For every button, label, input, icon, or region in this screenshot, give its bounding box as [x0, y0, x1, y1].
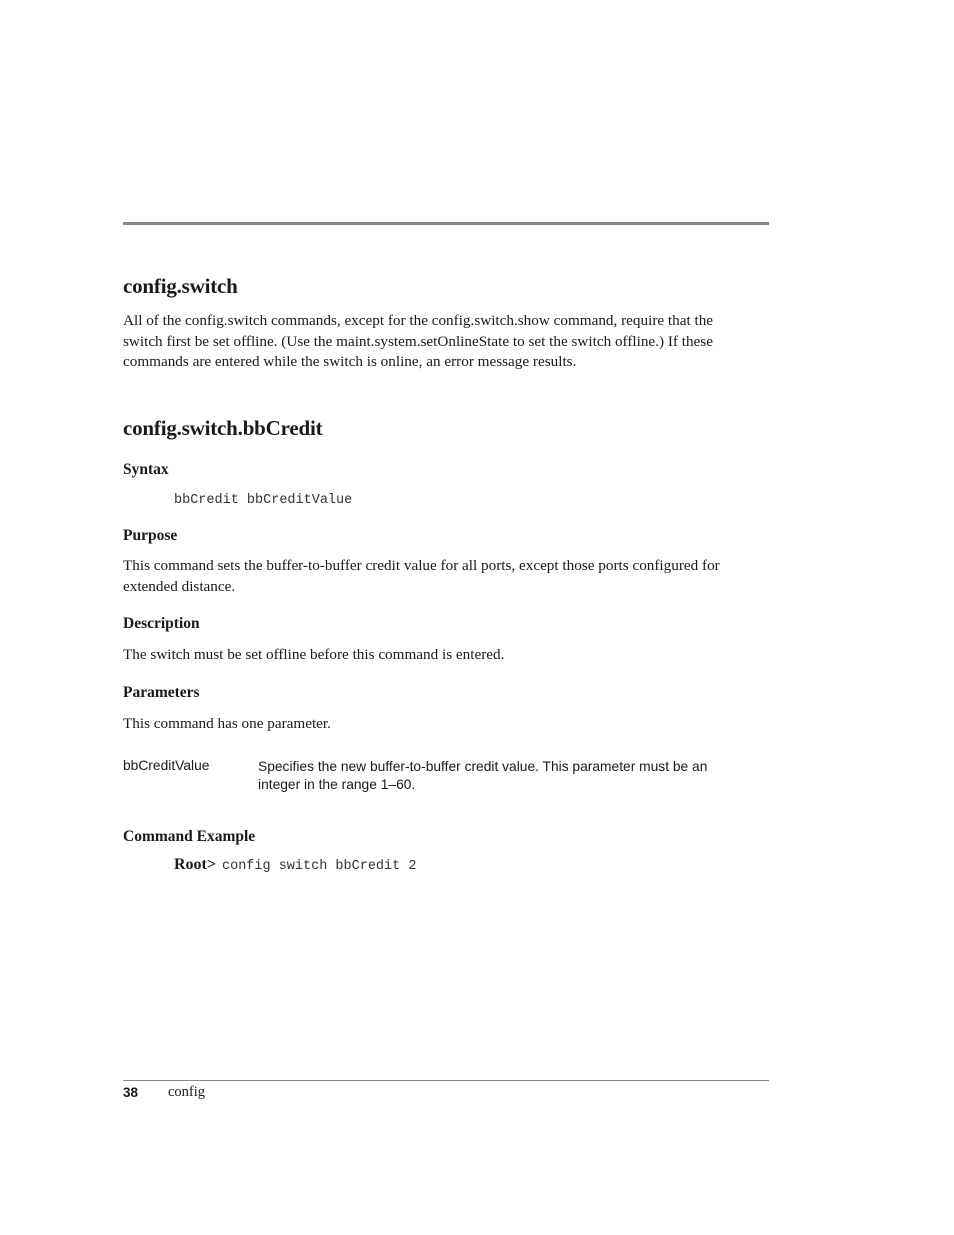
example-line — [174, 856, 416, 874]
parameters-intro: This command has one parameter. — [123, 715, 331, 732]
description-heading: Description — [123, 615, 200, 632]
parameters-heading: Parameters — [123, 684, 200, 701]
example-heading: Command Example — [123, 828, 256, 845]
footer-rule — [123, 1080, 769, 1081]
purpose-text: This command sets the buffer-to-buffer credit value for all ports, except those ports configured for extended distance. — [123, 557, 720, 595]
description-text: The switch must be set offline before this command is entered. — [123, 646, 505, 663]
example-prompt: Root> — [174, 856, 216, 873]
syntax-heading: Syntax — [123, 461, 169, 478]
example-command: config switch bbCredit 2 — [222, 859, 417, 874]
section-title: config.switch — [123, 274, 238, 298]
syntax-text: bbCredit bbCreditValue — [174, 493, 353, 508]
command-title: config.switch.bbCredit — [123, 416, 323, 440]
section-intro: All of the config.switch commands, except for the config.switch.show command, require that the switch first be set offline. (Use the maint.system.setOnlineState to set the switch offline.) If these commands are entered while the switch is online, an error message results. — [123, 312, 714, 370]
purpose-heading: Purpose — [123, 527, 178, 544]
page-number: 38 — [123, 1085, 139, 1100]
parameter-description: Specifies the new buffer-to-buffer credit value. This parameter must be an integer in the range 1–60. — [258, 759, 708, 792]
parameter-name: bbCreditValue — [123, 758, 210, 773]
footer-chapter: config — [168, 1084, 206, 1100]
header-rule — [123, 222, 769, 225]
